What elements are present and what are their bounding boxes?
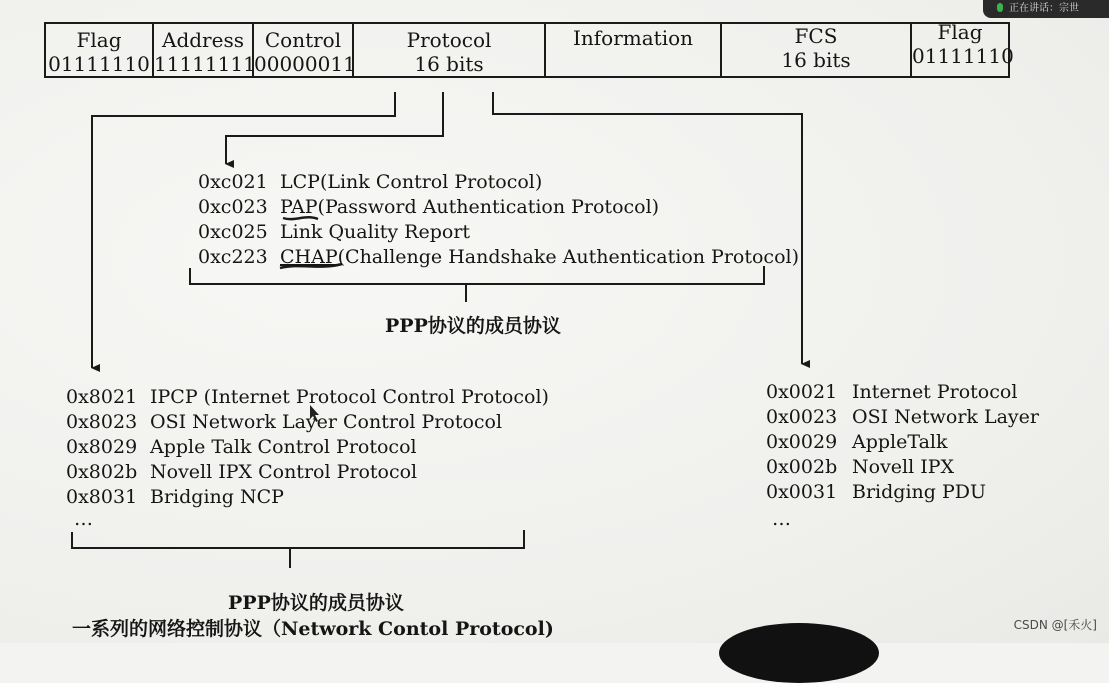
- list-item: [66, 435, 549, 460]
- list-item: [198, 220, 799, 245]
- field-name: Information: [572, 26, 694, 50]
- protocol-name: CHAP: [280, 246, 338, 268]
- protocol-name: OSI Network Layer Control Protocol: [150, 411, 503, 433]
- protocol-code: 0x802b: [66, 461, 138, 483]
- ncp-caption-line2: 一系列的网络控制协议（Network Contol Protocol): [72, 618, 554, 640]
- watermark: CSDN @[禾火]: [1013, 618, 1097, 632]
- presenter-head-silhouette: [719, 623, 879, 683]
- ncp-caption-line1: PPP协议的成员协议: [228, 592, 404, 614]
- field-value: 16 bits: [414, 52, 484, 76]
- protocol-name: PAP: [280, 196, 318, 218]
- protocol-name: Bridging PDU: [852, 481, 986, 503]
- list-item: [198, 245, 799, 270]
- protocol-code: 0x8031: [66, 486, 138, 508]
- list-item: [766, 380, 1039, 405]
- field-name: FCS: [794, 24, 838, 48]
- list-item: [766, 480, 1039, 505]
- network-protocol-list: [766, 380, 1039, 505]
- field-value: 01111110: [912, 44, 1014, 68]
- protocol-code: 0xc223: [198, 246, 268, 268]
- list-item: [66, 485, 549, 510]
- protocol-name: Link Quality Report: [280, 221, 471, 243]
- list-item: [766, 430, 1039, 455]
- protocol-name: Internet Protocol: [852, 381, 1018, 403]
- member-protocol-caption: PPP协议的成员协议: [385, 315, 561, 337]
- protocol-desc: (Password Authentication Protocol): [317, 196, 660, 218]
- field-name: Control: [264, 28, 342, 52]
- protocol-name: Apple Talk Control Protocol: [150, 436, 417, 458]
- protocol-code: 0xc023: [198, 196, 268, 218]
- member-protocol-list: [198, 170, 799, 270]
- protocol-name: Novell IPX Control Protocol: [150, 461, 418, 483]
- protocol-code: 0x0023: [766, 406, 838, 428]
- field-name: Flag: [937, 20, 983, 44]
- protocol-name: OSI Network Layer: [852, 406, 1039, 428]
- brace-member-protocols: [190, 266, 764, 302]
- ncp-ellipsis: …: [74, 508, 93, 530]
- protocol-desc: (Link Control Protocol): [319, 171, 543, 193]
- protocol-name: Bridging NCP: [150, 486, 284, 508]
- protocol-name: AppleTalk: [852, 431, 948, 453]
- protocol-code: 0xc025: [198, 221, 268, 243]
- brace-ncp: [72, 530, 524, 568]
- protocol-code: 0x0029: [766, 431, 838, 453]
- field-name: Address: [162, 28, 244, 52]
- ncp-protocol-list: [66, 385, 549, 510]
- protocol-code: 0x002b: [766, 456, 838, 478]
- list-item: [66, 410, 549, 435]
- field-name: Flag: [76, 28, 122, 52]
- list-item: [766, 405, 1039, 430]
- protocol-name: IPCP (Internet Protocol Control Protocol): [150, 386, 549, 408]
- field-value: 16 bits: [781, 48, 851, 72]
- field-value: 11111111: [154, 52, 256, 76]
- field-value: 01111110: [48, 52, 150, 76]
- list-item: [66, 385, 549, 410]
- protocol-code: 0x8023: [66, 411, 138, 433]
- field-name: Protocol: [406, 28, 492, 52]
- protocol-name: Novell IPX: [852, 456, 955, 478]
- list-item: [198, 195, 799, 220]
- protocol-code: 0x0031: [766, 481, 838, 503]
- field-value: 00000011: [254, 52, 356, 76]
- protocol-code: 0x8029: [66, 436, 138, 458]
- protocol-desc: (Challenge Handshake Authentication Protocol): [337, 246, 799, 268]
- protocol-code: 0x8021: [66, 386, 138, 408]
- list-item: [198, 170, 799, 195]
- protocol-name: LCP: [280, 171, 320, 193]
- list-item: [766, 455, 1039, 480]
- network-ellipsis: …: [772, 508, 791, 530]
- protocol-code: 0x0021: [766, 381, 838, 403]
- speaker-label: 正在讲话：宗世: [1009, 3, 1079, 14]
- list-item: [66, 460, 549, 485]
- arrow-to-member-protocols: [226, 92, 443, 164]
- protocol-code: 0xc021: [198, 171, 268, 193]
